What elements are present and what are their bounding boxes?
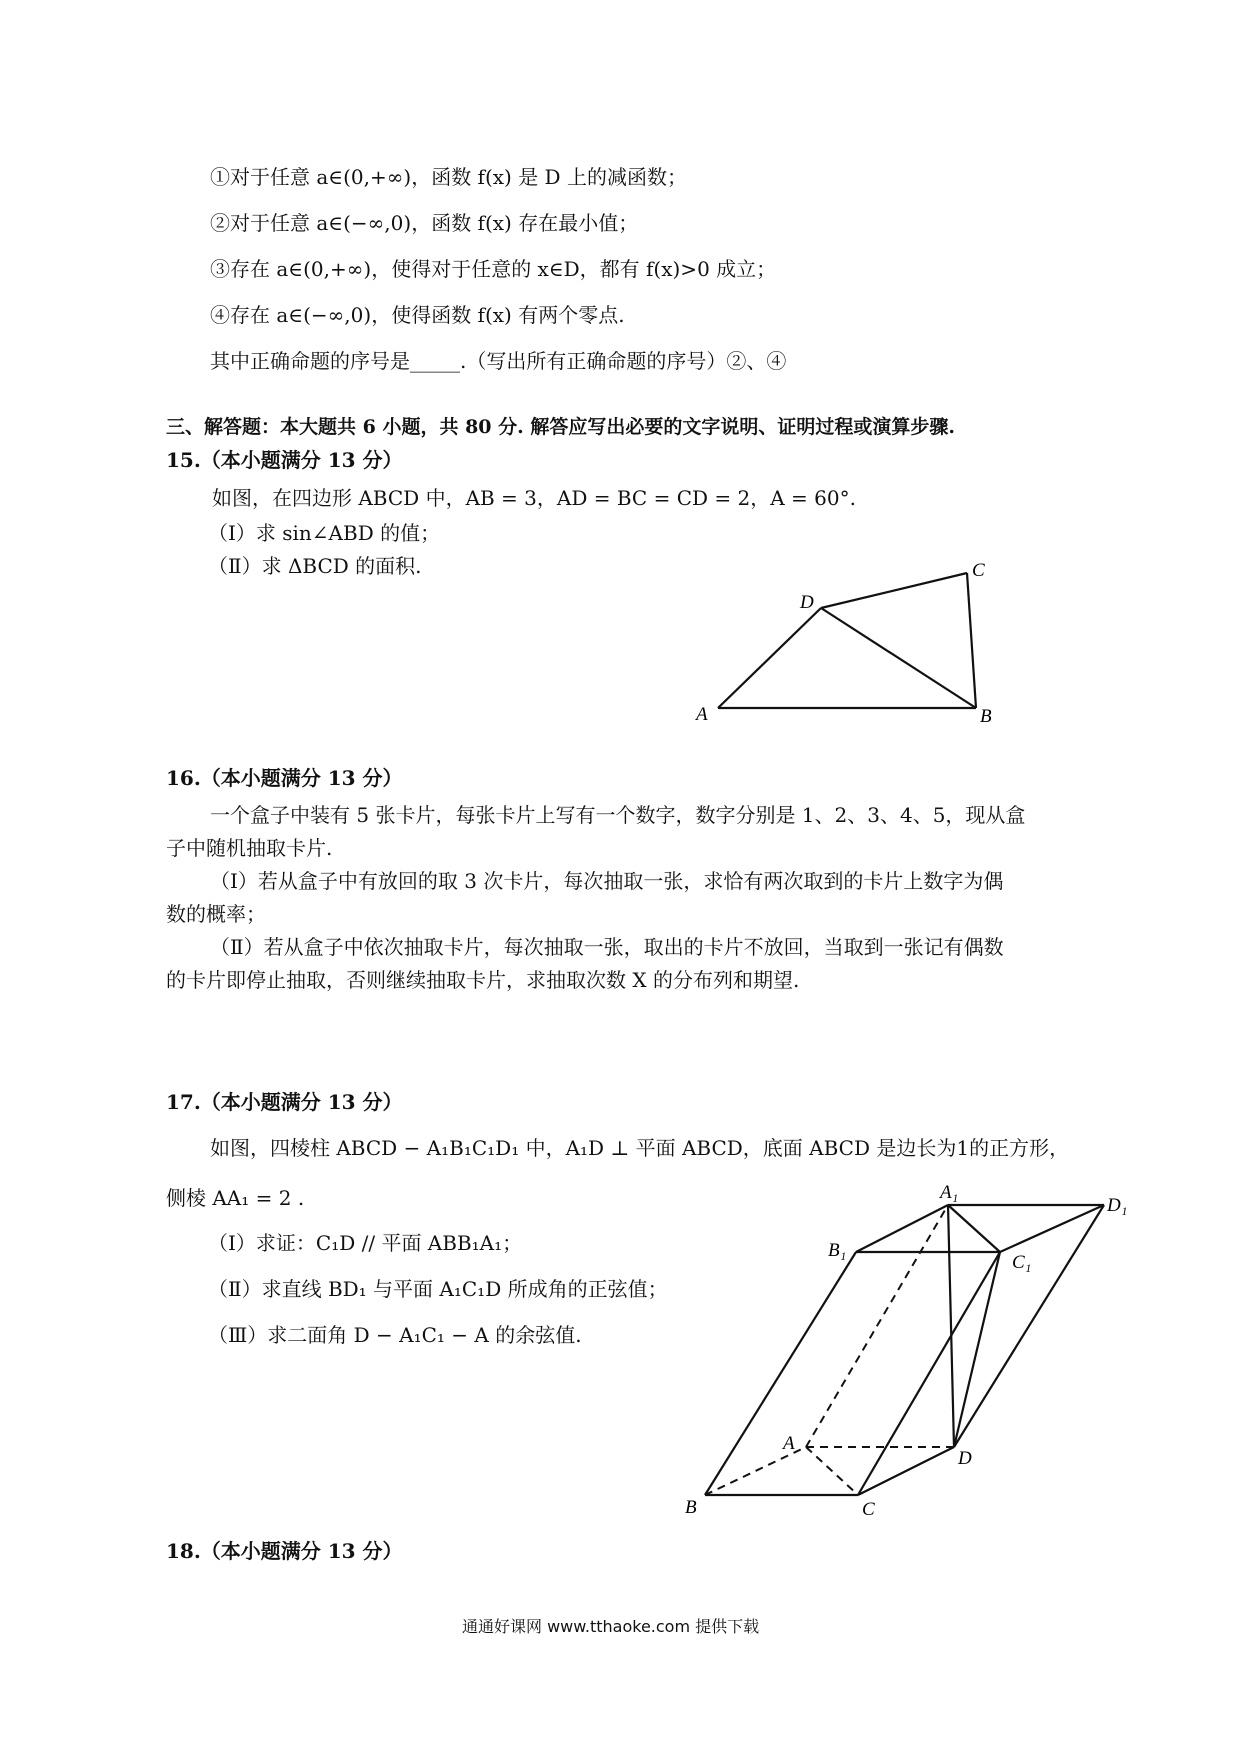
q15-label-a: A — [696, 704, 708, 725]
q16-part1-l1: （Ⅰ）若从盒子中有放回的取 3 次卡片，每次抽取一张，求恰有两次取到的卡片上数字为偶 — [210, 869, 1004, 893]
prev-item-1: ①对于任意 a∈(0,+∞)，函数 f(x) 是 D 上的减函数； — [210, 165, 687, 189]
prev-item-4: ④存在 a∈(−∞,0)，使得函数 f(x) 有两个零点. — [210, 303, 625, 327]
q17-label-d1: D₁ — [1107, 1195, 1128, 1216]
q17-part1: （Ⅰ）求证：C₁D // 平面 ABB₁A₁； — [208, 1231, 523, 1255]
q15-part2: （Ⅱ）求 ΔBCD 的面积. — [208, 554, 422, 578]
q16-title: 16.（本小题满分 13 分） — [166, 766, 403, 790]
q17-stem-l1: 如图，四棱柱 ABCD − A₁B₁C₁D₁ 中，A₁D ⊥ 平面 ABCD，底面 ABCD 是边长为1的正方形， — [210, 1136, 1070, 1160]
q17-edge-aa1-hidden — [806, 1205, 948, 1447]
q17-label-b1: B₁ — [828, 1240, 847, 1261]
q15-stem: 如图，在四边形 ABCD 中，AB = 3，AD = BC = CD = 2，A = 60°. — [212, 486, 856, 510]
q15-label-d: D — [800, 592, 814, 613]
q16-stem-l2: 子中随机抽取卡片. — [166, 836, 333, 860]
prev-question-line: 其中正确命题的序号是_____.（写出所有正确命题的序号）②、④ — [210, 349, 787, 373]
q17-edge-a1c1 — [948, 1205, 1000, 1252]
q15-label-c: C — [972, 560, 985, 581]
prev-item-3: ③存在 a∈(0,+∞)，使得对于任意的 x∈D，都有 f(x)>0 成立； — [210, 257, 777, 281]
q17-label-a1: A₁ — [940, 1182, 959, 1203]
footer-text: 通通好课网 www.tthaoke.com 提供下载 — [462, 1617, 760, 1636]
q15-label-b: B — [980, 706, 992, 727]
q15-edge-ad — [718, 608, 821, 708]
q16-part2-l2: 的卡片即停止抽取，否则继续抽取卡片，求抽取次数 X 的分布列和期望. — [166, 968, 800, 992]
q17-edge-ab-hidden — [705, 1447, 806, 1495]
q17-label-c: C — [862, 1499, 875, 1520]
q17-edge-a1d — [948, 1205, 954, 1447]
prev-item-2: ②对于任意 a∈(−∞,0)，函数 f(x) 存在最小值； — [210, 211, 639, 235]
q17-edge-cc1 — [858, 1252, 1000, 1495]
q17-edge-c1d1 — [1000, 1205, 1104, 1252]
q18-title: 18.（本小题满分 13 分） — [166, 1539, 403, 1563]
q17-part3: （Ⅲ）求二面角 D − A₁C₁ − A 的余弦值. — [208, 1323, 582, 1347]
q17-part2: （Ⅱ）求直线 BD₁ 与平面 A₁C₁D 所成角的正弦值； — [208, 1277, 668, 1301]
q17-edge-cd — [858, 1447, 954, 1495]
q15-part1: （Ⅰ）求 sin∠ABD 的值； — [208, 521, 441, 545]
q17-label-a: A — [783, 1433, 795, 1454]
q17-label-d: D — [958, 1448, 972, 1469]
q17-stem-l2: 侧棱 AA₁ = 2 . — [166, 1186, 305, 1210]
q15-edge-dc — [821, 573, 967, 608]
q17-label-b: B — [685, 1497, 697, 1518]
q15-edge-cb — [967, 573, 976, 708]
q15-edge-db — [821, 608, 976, 708]
q17-edge-dd1 — [954, 1205, 1104, 1447]
q16-part2-l1: （Ⅱ）若从盒子中依次抽取卡片，每次抽取一张，取出的卡片不放回，当取到一张记有偶数 — [210, 935, 1004, 959]
q15-title: 15.（本小题满分 13 分） — [166, 448, 403, 472]
q17-edge-c1d — [954, 1252, 1000, 1447]
q16-part1-l2: 数的概率； — [166, 902, 266, 926]
q17-label-c1: C₁ — [1012, 1252, 1032, 1273]
q17-edge-bb1 — [705, 1252, 856, 1495]
section-heading: 三、解答题：本大题共 6 小题，共 80 分. 解答应写出必要的文字说明、证明过程或演算步骤. — [166, 416, 955, 438]
q17-title: 17.（本小题满分 13 分） — [166, 1090, 403, 1114]
q17-edge-ac-hidden — [806, 1447, 858, 1495]
q17-edge-a1b1 — [856, 1205, 948, 1252]
q16-stem-l1: 一个盒子中装有 5 张卡片，每张卡片上写有一个数字，数字分别是 1、2、3、4、5，现从盒 — [210, 803, 1026, 827]
